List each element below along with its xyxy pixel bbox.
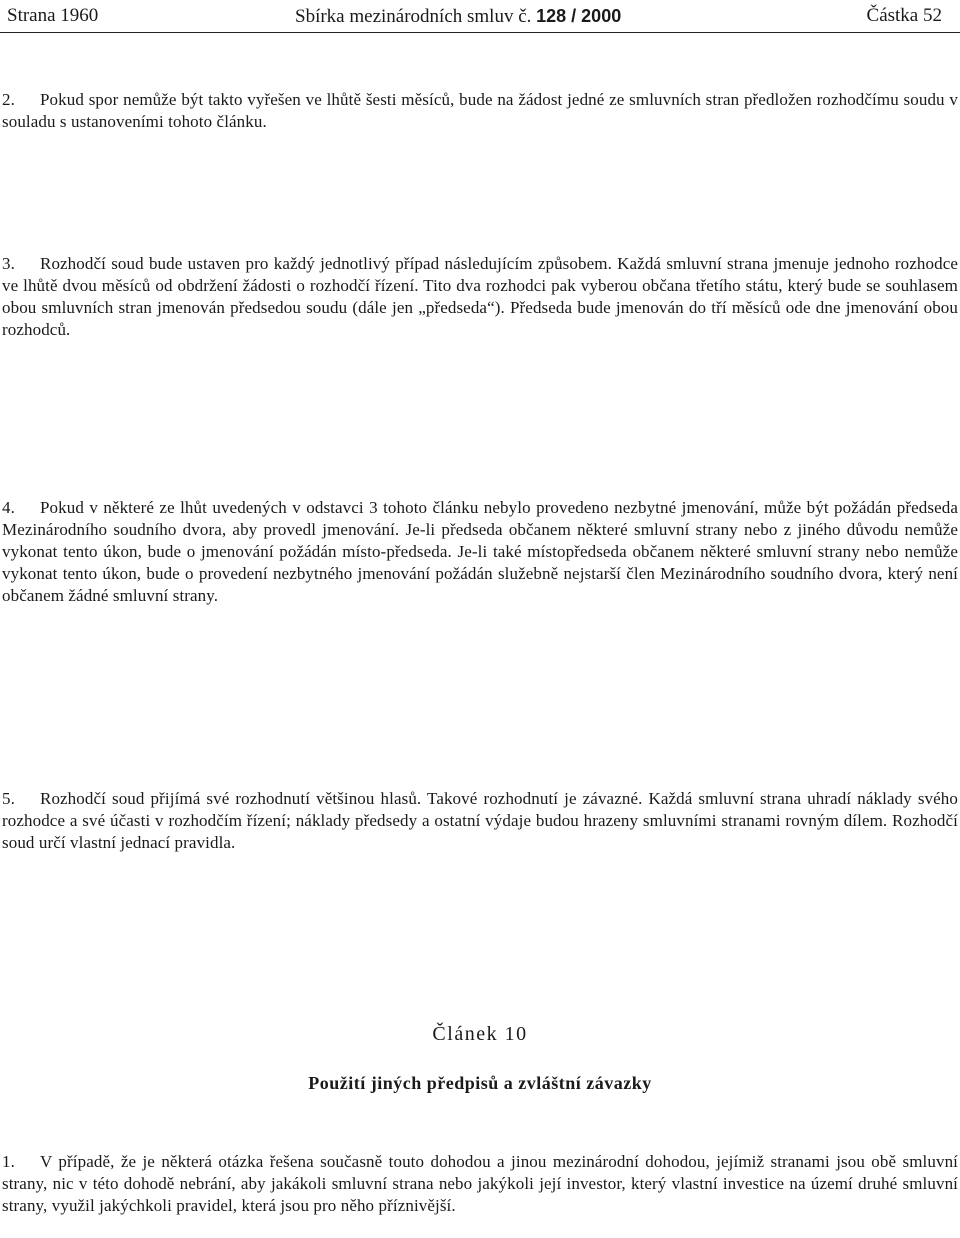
- paragraph-number: 4.: [2, 498, 15, 517]
- header-divider: [0, 32, 960, 33]
- paragraph-text: Rozhodčí soud přijímá své rozhodnutí většinou hlasů. Takové rozhodnutí je závazné. Každá smluvní strana uhradí náklady svého rozhodce a své účasti v rozhodčím řízení; náklady předsedy a ostatní výdaje budou hrazeny smluvními stranami rovným dílem. Rozhodčí soud určí vlastní jednací pravidla.: [2, 789, 958, 852]
- article-number: Článek 10: [432, 1023, 528, 1045]
- article-title: Použití jiných předpisů a zvláštní závazky: [308, 1073, 652, 1093]
- collection-issue-number: 128 / 2000: [536, 6, 622, 26]
- article-paragraph-1: [2, 1151, 958, 1217]
- part-number: Částka 52: [866, 5, 942, 26]
- paragraph-4: [2, 497, 958, 607]
- paragraph-text: Pokud spor nemůže být takto vyřešen ve lhůtě šesti měsíců, bude na žádost jedné ze smluvních stran předložen rozhodčímu soudu v souladu s ustanoveními tohoto článku.: [2, 90, 958, 131]
- paragraph-3: [2, 253, 958, 341]
- paragraph-number: 5.: [2, 789, 15, 808]
- paragraph-5: [2, 788, 958, 854]
- paragraph-number: 2.: [2, 90, 15, 109]
- paragraph-2: [2, 89, 958, 133]
- paragraph-text: Pokud v některé ze lhůt uvedených v odstavci 3 tohoto článku nebylo provedeno nezbytné jmenování, může být požádán předseda Mezinárodního soudního dvora, aby provedl jmenování. Je-li předseda občanem některé smluvní strany nebo z jiného důvodu nemůže vykonat tento úkon, bude o jmenování požádán místo-předseda. Je-li také místopředseda občanem některé smluvní strany nebo nemůže vykonat tento úkon, bude o provedení nezbytného jmenování požádán služebně nejstarší člen Mezinárodního soudního dvora, který není občanem žádné smluvní strany.: [2, 498, 958, 605]
- page-number: Strana 1960: [7, 5, 99, 26]
- paragraph-number: 3.: [2, 254, 15, 273]
- page-header: [0, 0, 960, 32]
- paragraph-text: V případě, že je některá otázka řešena současně touto dohodou a jinou mezinárodní dohodou, jejímiž stranami jsou obě smluvní strany, nic v této dohodě nebrání, aby jakákoli smluvní strana nebo jakýkoli její investor, který vlastní investice na území druhé smluvní strany, využil jakýchkoli pravidel, která jsou pro něho příznivější.: [2, 1152, 958, 1215]
- paragraph-number: 1.: [2, 1152, 15, 1171]
- paragraph-text: Rozhodčí soud bude ustaven pro každý jednotlivý případ následujícím způsobem. Každá smluvní strana jmenuje jednoho rozhodce ve lhůtě dvou měsíců od obdržení žádosti o rozhodčí řízení. Tito dva rozhodci pak vyberou občana třetího státu, který bude se souhlasem obou smluvních stran jmenován předsedou soudu (dále jen „předseda“). Předseda bude jmenován do tří měsíců ode dne jmenování obou rozhodců.: [2, 254, 958, 339]
- collection-title: [295, 5, 621, 28]
- collection-title-text: Sbírka mezinárodních smluv č.: [295, 6, 532, 27]
